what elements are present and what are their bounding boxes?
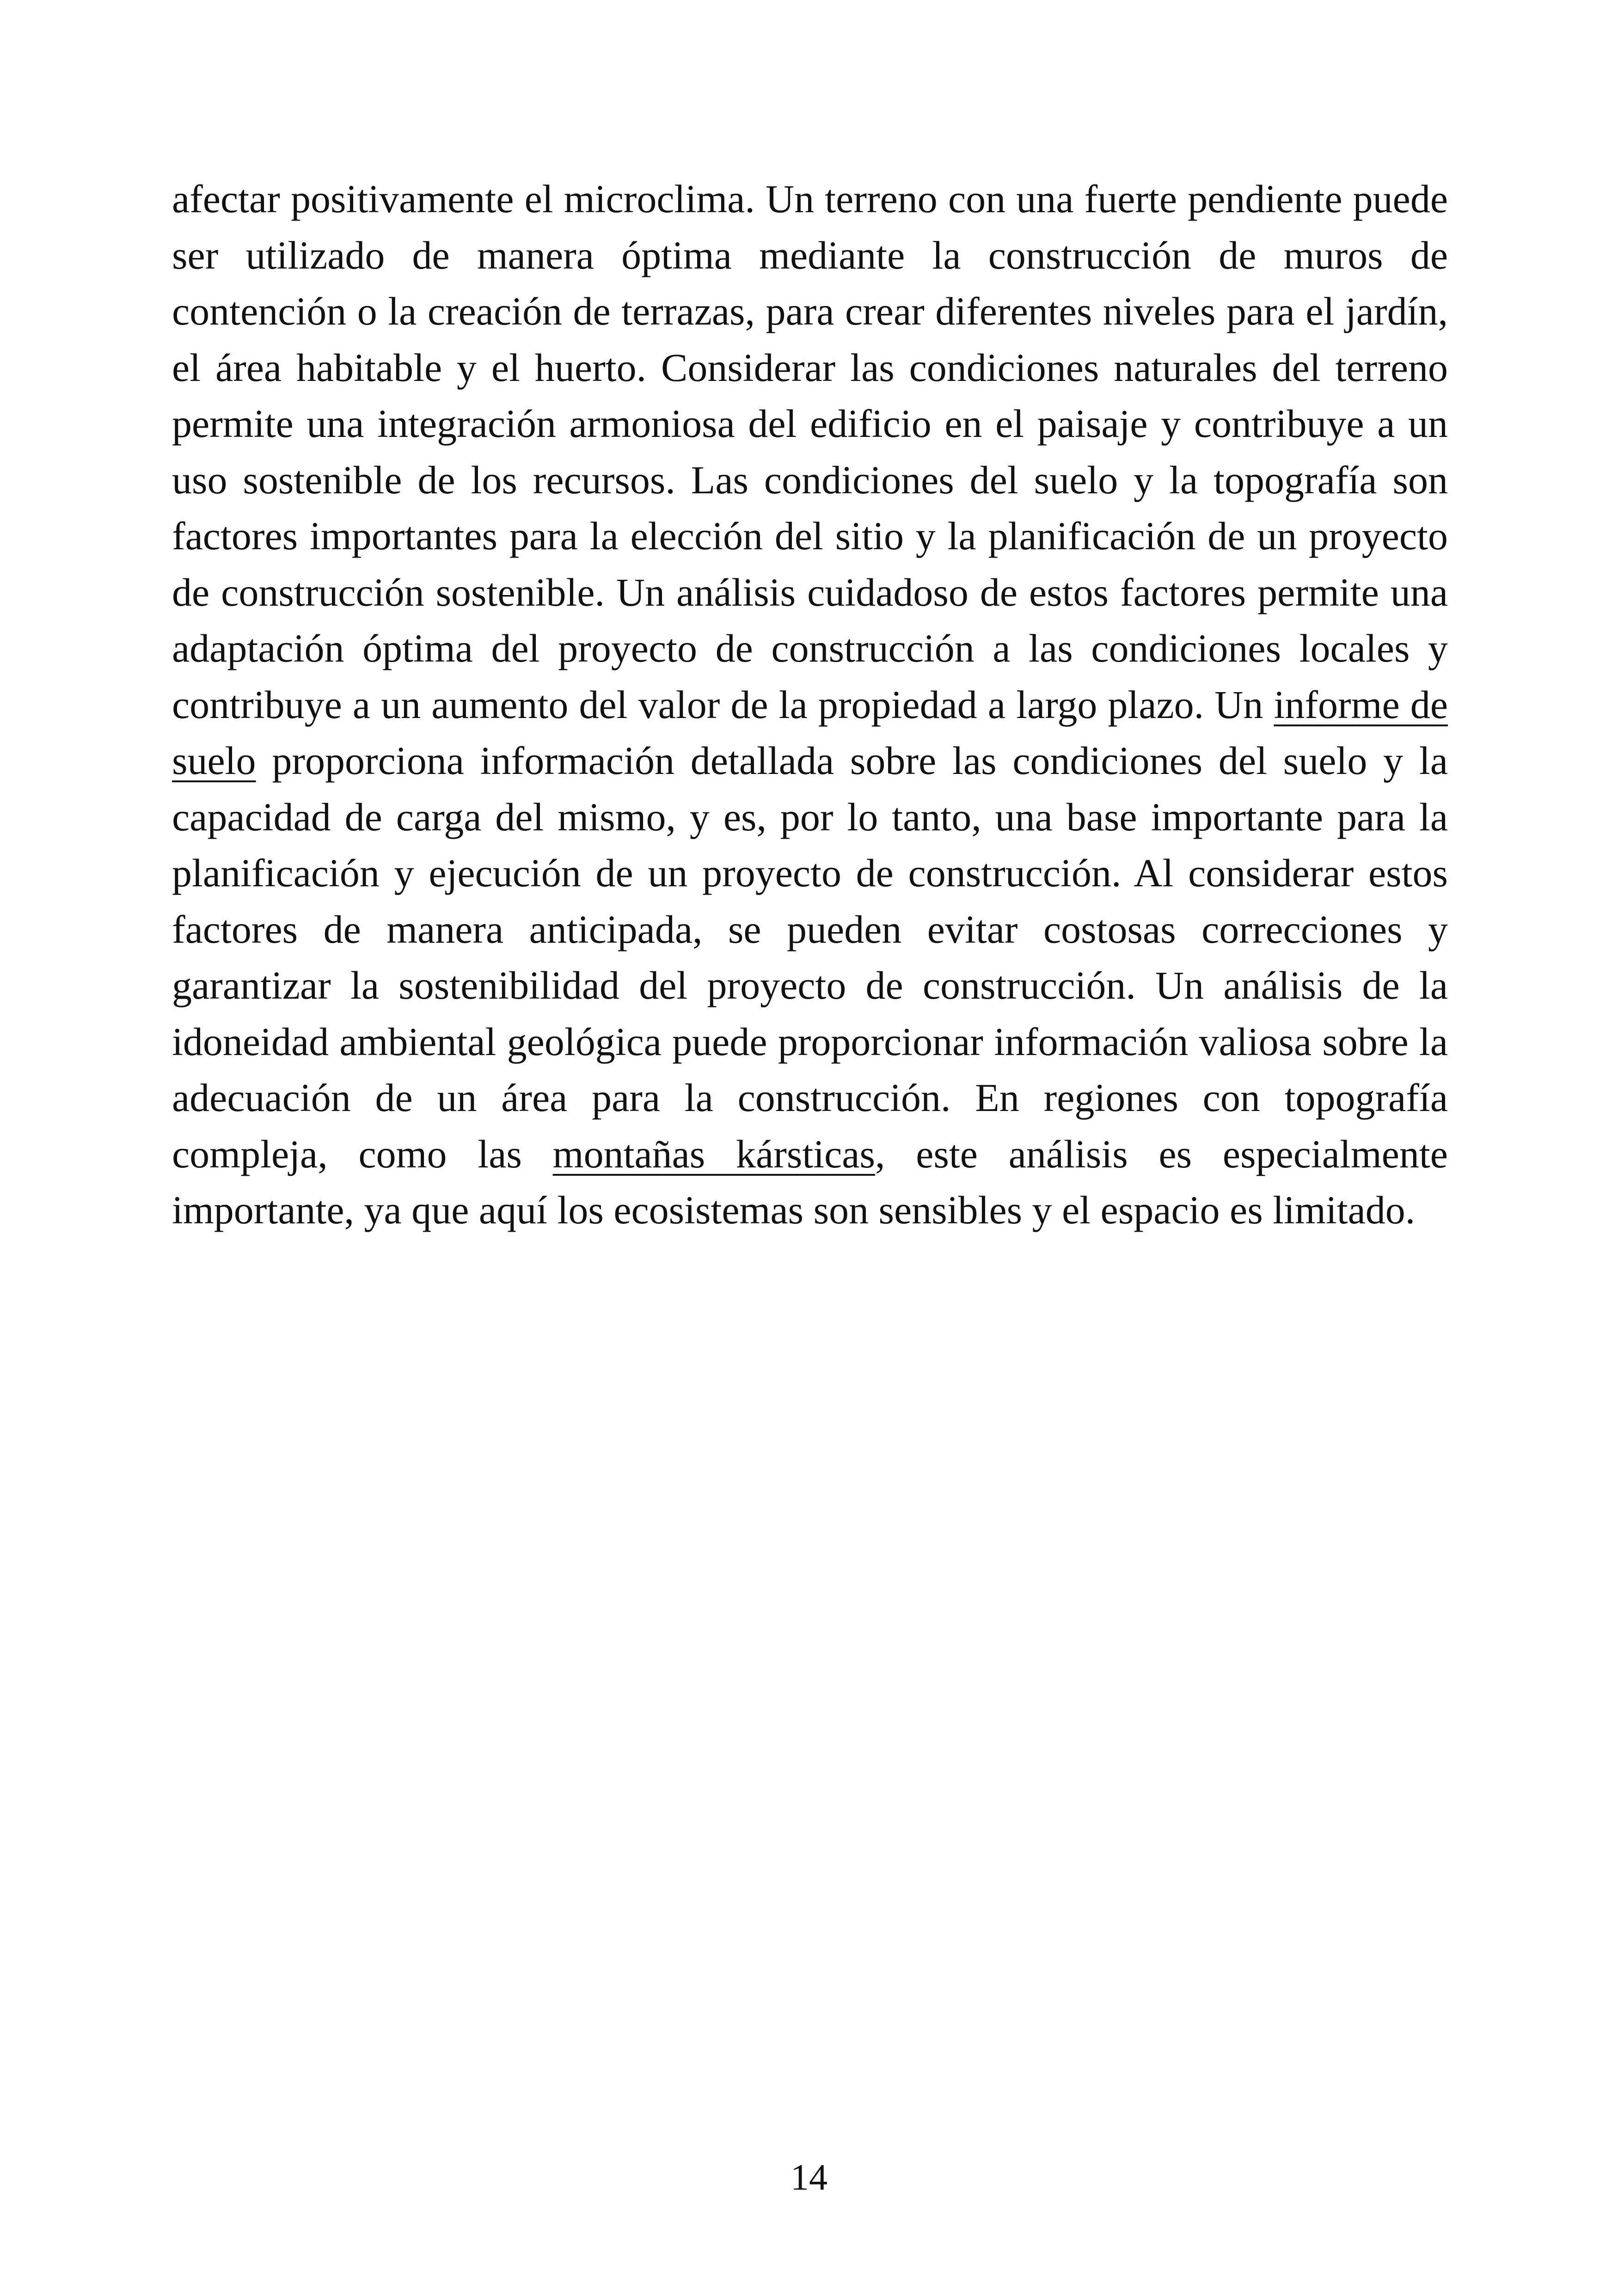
paragraph-text-part-1: afectar positivamente el microclima. Un terreno con una fuerte pendiente puede ser utilizado de manera óptima mediante la construcción de muros de contención o la creación de terrazas, para crear diferentes niveles para el jardín, el área habitable y el huerto. Considerar las condiciones naturales del terreno permite una integración armoniosa del edificio en el paisaje y contribuye a un uso sostenible de los recursos. Las condiciones del suelo y la topografía son factores importantes para la elección del sitio y la planificación de un proyecto de construcción sostenible. Un análisis cuidadoso de estos factores permite una adaptación óptima del proyecto de construcción a las condiciones locales y contribuye a un aumento del valor de la propiedad a largo plazo. Un [172,177,1448,727]
link-montanas-karsticas[interactable]: montañas kársticas [552,1131,875,1176]
paragraph-text-part-2: proporciona información detallada sobre las condiciones del suelo y la capacidad de carga del mismo, y es, por lo tanto, una base importante para la planificación y ejecución de un proyecto de construcción. Al considerar estos factores de manera anticipada, se pueden evitar costosas correcciones y garantizar la sostenibilidad del proyecto de construcción. Un análisis de la idoneidad ambiental geológica puede proporcionar información valiosa sobre la adecuación de un área para la construcción. En regiones con topografía compleja, como las [172,738,1448,1176]
paragraph-text-part-3: , este análisis es especialmente importante, ya que aquí los ecosistemas son sensibles y el espacio es limitado. [172,1131,1448,1232]
body-paragraph [172,171,1448,1239]
page-number: 14 [791,2157,827,2198]
link-informe-de-suelo[interactable]: informe de suelo [172,682,1448,783]
